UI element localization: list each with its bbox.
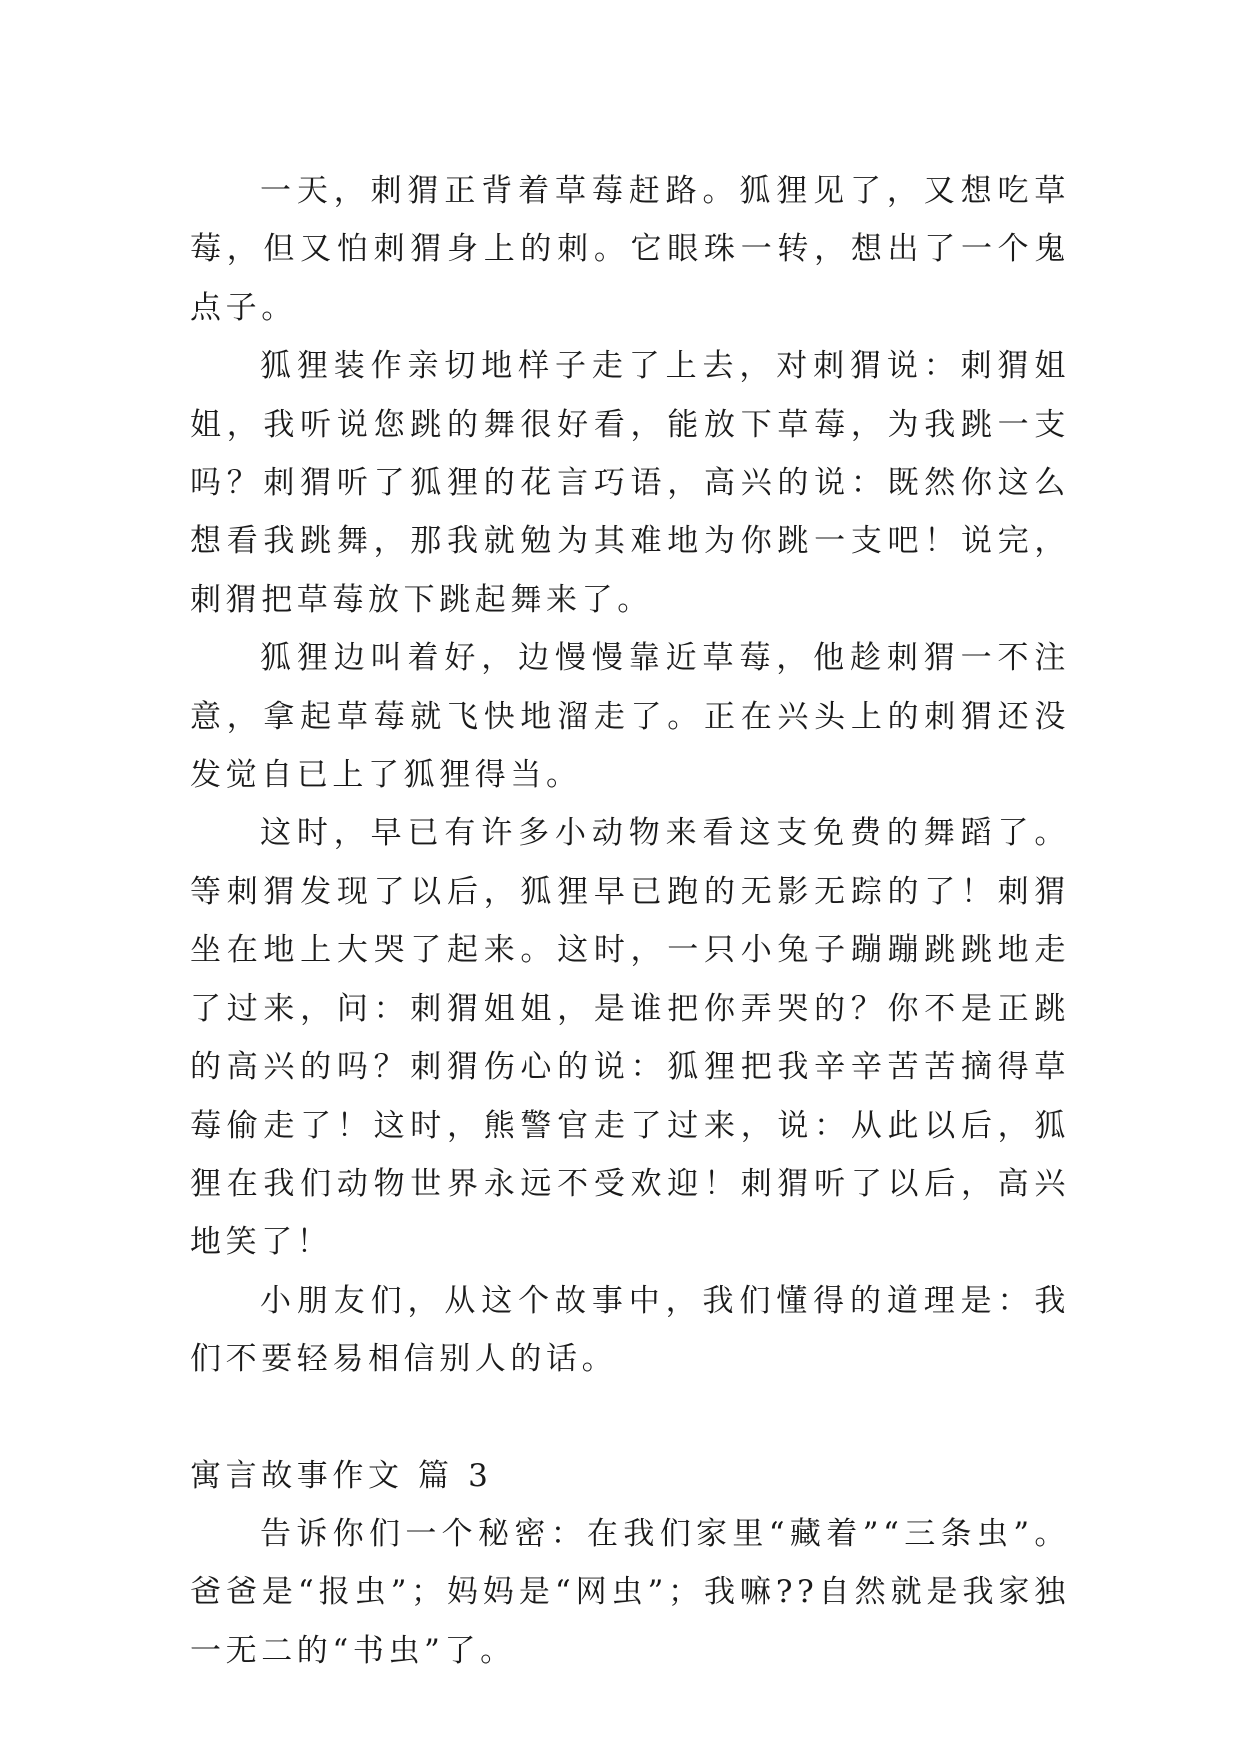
paragraph-5: 小朋友们，从这个故事中，我们懂得的道理是：我们不要轻易相信别人的话。	[190, 1282, 1070, 1378]
paragraph-6: 告诉你们一个秘密：在我们家里“藏着”“三条虫”。爸爸是“报虫”；妈妈是“网虫”；我嘛??自然就是我家独一无二的“书虫”了。	[190, 1515, 1070, 1669]
section-heading: 寓言故事作文 篇 3	[190, 1457, 493, 1494]
paragraph-1: 一天，刺猬正背着草莓赶路。狐狸见了，又想吃草莓，但又怕刺猬身上的刺。它眼珠一转，想出了一个鬼点子。	[190, 173, 1070, 326]
paragraph-4: 这时，早已有许多小动物来看这支免费的舞蹈了。等刺猬发现了以后，狐狸早已跑的无影无踪的了！刺猬坐在地上大哭了起来。这时，一只小兔子蹦蹦跳跳地走了过来，问：刺猬姐姐，是谁把你弄哭的？你不是正跳的高兴的吗？刺猬伤心的说：狐狸把我辛辛苦苦摘得草莓偷走了！这时，熊警官走了过来，说：从此以后，狐狸在我们动物世界永远不受欢迎！刺猬听了以后，高兴地笑了！	[190, 815, 1070, 1261]
paragraph-3: 狐狸边叫着好，边慢慢靠近草莓，他趁刺猬一不注意，拿起草莓就飞快地溜走了。正在兴头上的刺猬还没发觉自已上了狐狸得当。	[190, 640, 1070, 794]
document-body	[190, 162, 1070, 1680]
paragraph-2: 狐狸装作亲切地样子走了上去，对刺猬说：刺猬姐姐，我听说您跳的舞很好看，能放下草莓，为我跳一支吗？刺猬听了狐狸的花言巧语，高兴的说：既然你这么想看我跳舞，那我就勉为其难地为你跳一支吧！说完，刺猬把草莓放下跳起舞来了。	[190, 348, 1070, 618]
